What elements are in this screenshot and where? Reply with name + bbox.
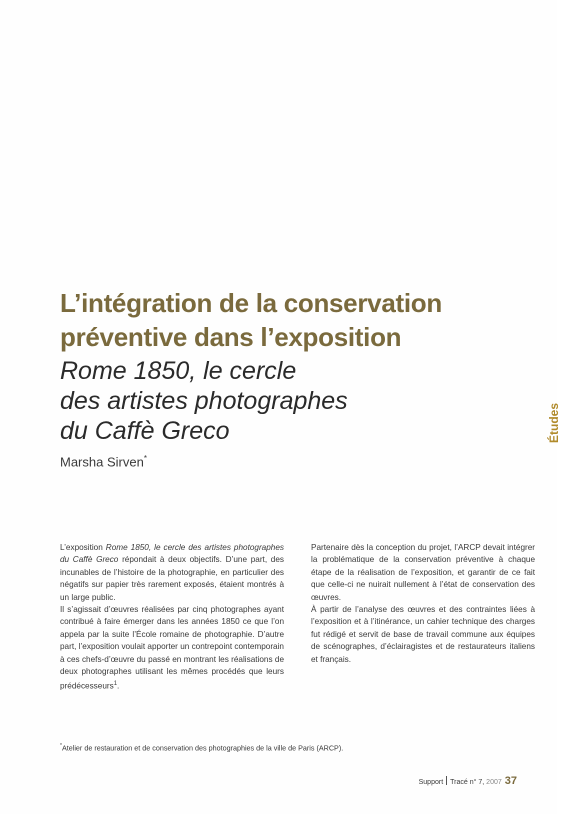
author-byline: [60, 454, 147, 469]
journal-name: Support: [418, 779, 444, 786]
paragraph: À partir de l’analyse des œuvres et des contraintes liées à l’exposition et à l’itinérance, un cahier technique des charges fut rédigé et servit de base de travail commune aux équipes de scénographes, d’éclairagistes et de restaurateurs italiens et français.: [311, 605, 535, 664]
body-column-right: [311, 542, 535, 666]
footnote-text: Atelier de restauration et de conservation des photographies de la ville de Paris (ARCP).: [61, 743, 344, 753]
article-title: [60, 286, 520, 354]
author-name: Marsha Sirven: [60, 454, 144, 470]
issue-year: 2007: [486, 779, 502, 786]
author-footnote-mark: *: [143, 454, 147, 463]
exhibition-title-italic: Rome 1850, le cercle des artistes photographes du Caffè Greco: [60, 543, 284, 565]
subtitle-line-2: des artistes photographes: [60, 387, 348, 415]
footnote-mark: *: [60, 743, 62, 749]
issue-label: Tracé n° 7,: [450, 779, 485, 786]
paragraph: [60, 542, 284, 604]
section-label-text: Études: [547, 402, 561, 443]
paragraph: Partenaire dès la conception du projet, l’ARCP devait intégrer la problématique de la conservation préventive à chaque étape de la réalisation de l’exposition, et garantir de ce fait que celle-ci ne nuirait nullement à l’état de conservation des œuvres.: [311, 543, 535, 602]
paragraph: [60, 604, 284, 694]
paragraph-text: L’exposition: [60, 543, 106, 552]
footnote: [60, 741, 480, 753]
folio-separator: [446, 776, 447, 785]
footnote-ref: 1: [113, 681, 118, 688]
subtitle-line-1: Rome 1850, le cercle: [60, 357, 297, 385]
body-column-left: [60, 542, 284, 694]
article-subtitle: [60, 356, 500, 446]
subtitle-line-3: du Caffè Greco: [60, 417, 230, 445]
paragraph-text: .: [117, 682, 120, 692]
section-side-label: [529, 385, 561, 445]
paragraph-text: Il s’agissait d’œuvres réalisées par cinq photographes ayant contribué à faire émerger dans les années 1850 ce que l’on appela par la suite l’École romaine de photographie. D’autre part, l’exposition voulait apporter un contrepoint contemporain à ces chefs-d’œuvre du passé en montrant les réalisations de deux photographes utilisant les mêmes procédés que leurs prédécesseurs: [60, 605, 284, 692]
page-folio: [419, 775, 517, 787]
title-line-2: préventive dans l’exposition: [60, 322, 402, 352]
title-line-1: L’intégration de la conservation: [60, 288, 442, 318]
page-number: 37: [504, 775, 517, 787]
paragraph-text: répondait à deux objectifs. D’une part, des incunables de l’histoire de la photographie, en particulier des négatifs sur papier très rarement exposés, étaient montrés à un large public.: [60, 555, 284, 602]
